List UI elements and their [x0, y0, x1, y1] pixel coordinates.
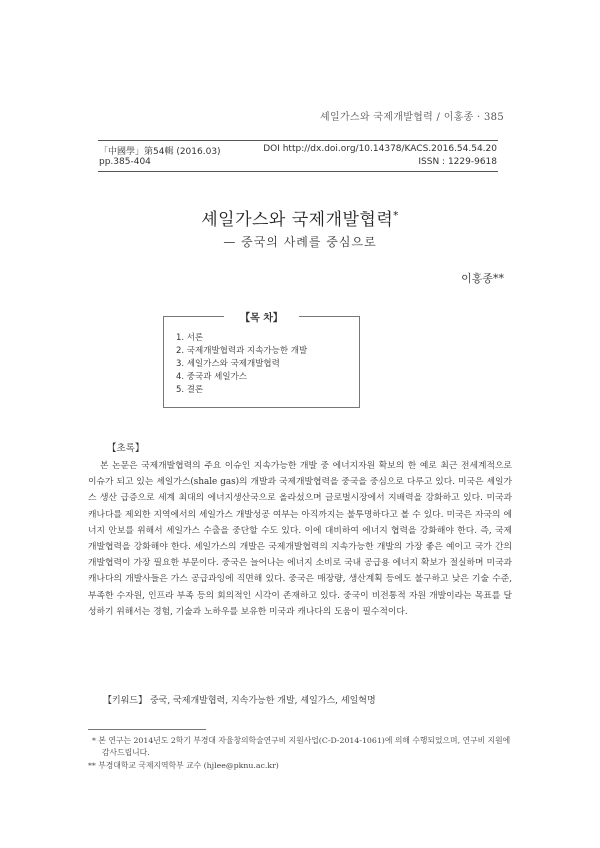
toc-item: 3. 셰일가스와 국제개발협력 [176, 359, 280, 369]
paper-subtitle: — 중국의 사례를 중심으로 [223, 235, 377, 249]
table-of-contents [163, 313, 360, 408]
toc-item: 1. 서론 [176, 333, 204, 343]
toc-heading: 【목 차】 [224, 309, 299, 324]
toc-item: 5. 결론 [176, 385, 204, 395]
keywords: 【키워드】 중국, 국제개발협력, 지속가능한 개발, 셰일가스, 셰일혁명 [103, 696, 376, 706]
footnote-funding: * 본 연구는 2014년도 2학기 부경대 자율창의학술연구비 지원사업(C-D-2014-1061)에 의해 수행되었으며, 연구비 지원에 감사드립니다. [92, 736, 511, 757]
footnote-author: ** 부경대학교 국제지역학부 교수 (hjlee@pknu.ac.kr) [88, 761, 279, 770]
abstract-text: 본 논문은 국제개발협력의 주요 이슈인 지속가능한 개발 중 에너지자원 확보의 한 예로 최근 전세계적으로 이슈가 되고 있는 셰일가스(shale gas)의 개발과 국제개발협력을 중국을 중심으로 다루고 있다. 미국은 셰일가스 생산 급증으로 세계 최대의 에너지생산국으로 올라섰으며 글로벌시장에서 지배력을 강화하고 있다. 미국과 캐나다를 제외한 지역에서의 셰일가스 개발성공 여부는 아직까지는 불투명하다고 볼 수 있다. 미국은 자국의 에너지 안보를 위해서 셰일가스 수출을 중단할 수도 있다. 이에 대비하여 에너지 협력을 강화해야 한다. 즉, 국제개발협력을 강화해야 한다. 셰일가스의 개발은 국제개발협력의 지속가능한 개발의 가장 좋은 예이고 국가 간의 개발협력이 가장 필요한 부문이다. 중국은 늘어나는 에너지 소비로 국내 공급용 에너지 확보가 절실하며 미국과 캐나다의 개발사들은 가스 공급과잉에 직면해 있다. 중국은 매장량, 생산계획 등에도 불구하고 낮은 기술 수준, 부족한 수자원, 인프라 부족 등의 회의적인 시각이 존재하고 있다. 중국이 비전통적 자원 개발이라는 목표를 달성하기 위해서는 경험, 기술과 노하우를 보유한 미국과 캐나다의 도움이 필수적이다. [88, 461, 512, 617]
journal-info: 「中國學」第54輯 (2016.03) [99, 147, 221, 157]
journal-meta-box [98, 140, 498, 172]
toc-item: 4. 중국과 셰일가스 [176, 372, 247, 382]
paper-title [0, 205, 600, 230]
abstract-label: 【초록】 [107, 443, 145, 454]
toc-list [176, 332, 307, 397]
author-name: 이홍종** [461, 272, 504, 285]
footnote-divider [88, 729, 206, 730]
paper-title-text: 셰일가스와 국제개발협력 [201, 210, 394, 230]
doi[interactable]: DOI http://dx.doi.org/10.14378/KACS.2016.54.54.20 [263, 144, 497, 154]
running-head: 셰일가스와 국제개발협력 / 이홍종 · 385 [320, 112, 504, 123]
page-range: pp.385-404 [99, 157, 151, 167]
title-footnote-mark: * [393, 210, 399, 222]
toc-item: 2. 국제개발협력과 지속가능한 개발 [176, 346, 308, 356]
issn: ISSN : 1229-9618 [418, 157, 497, 167]
